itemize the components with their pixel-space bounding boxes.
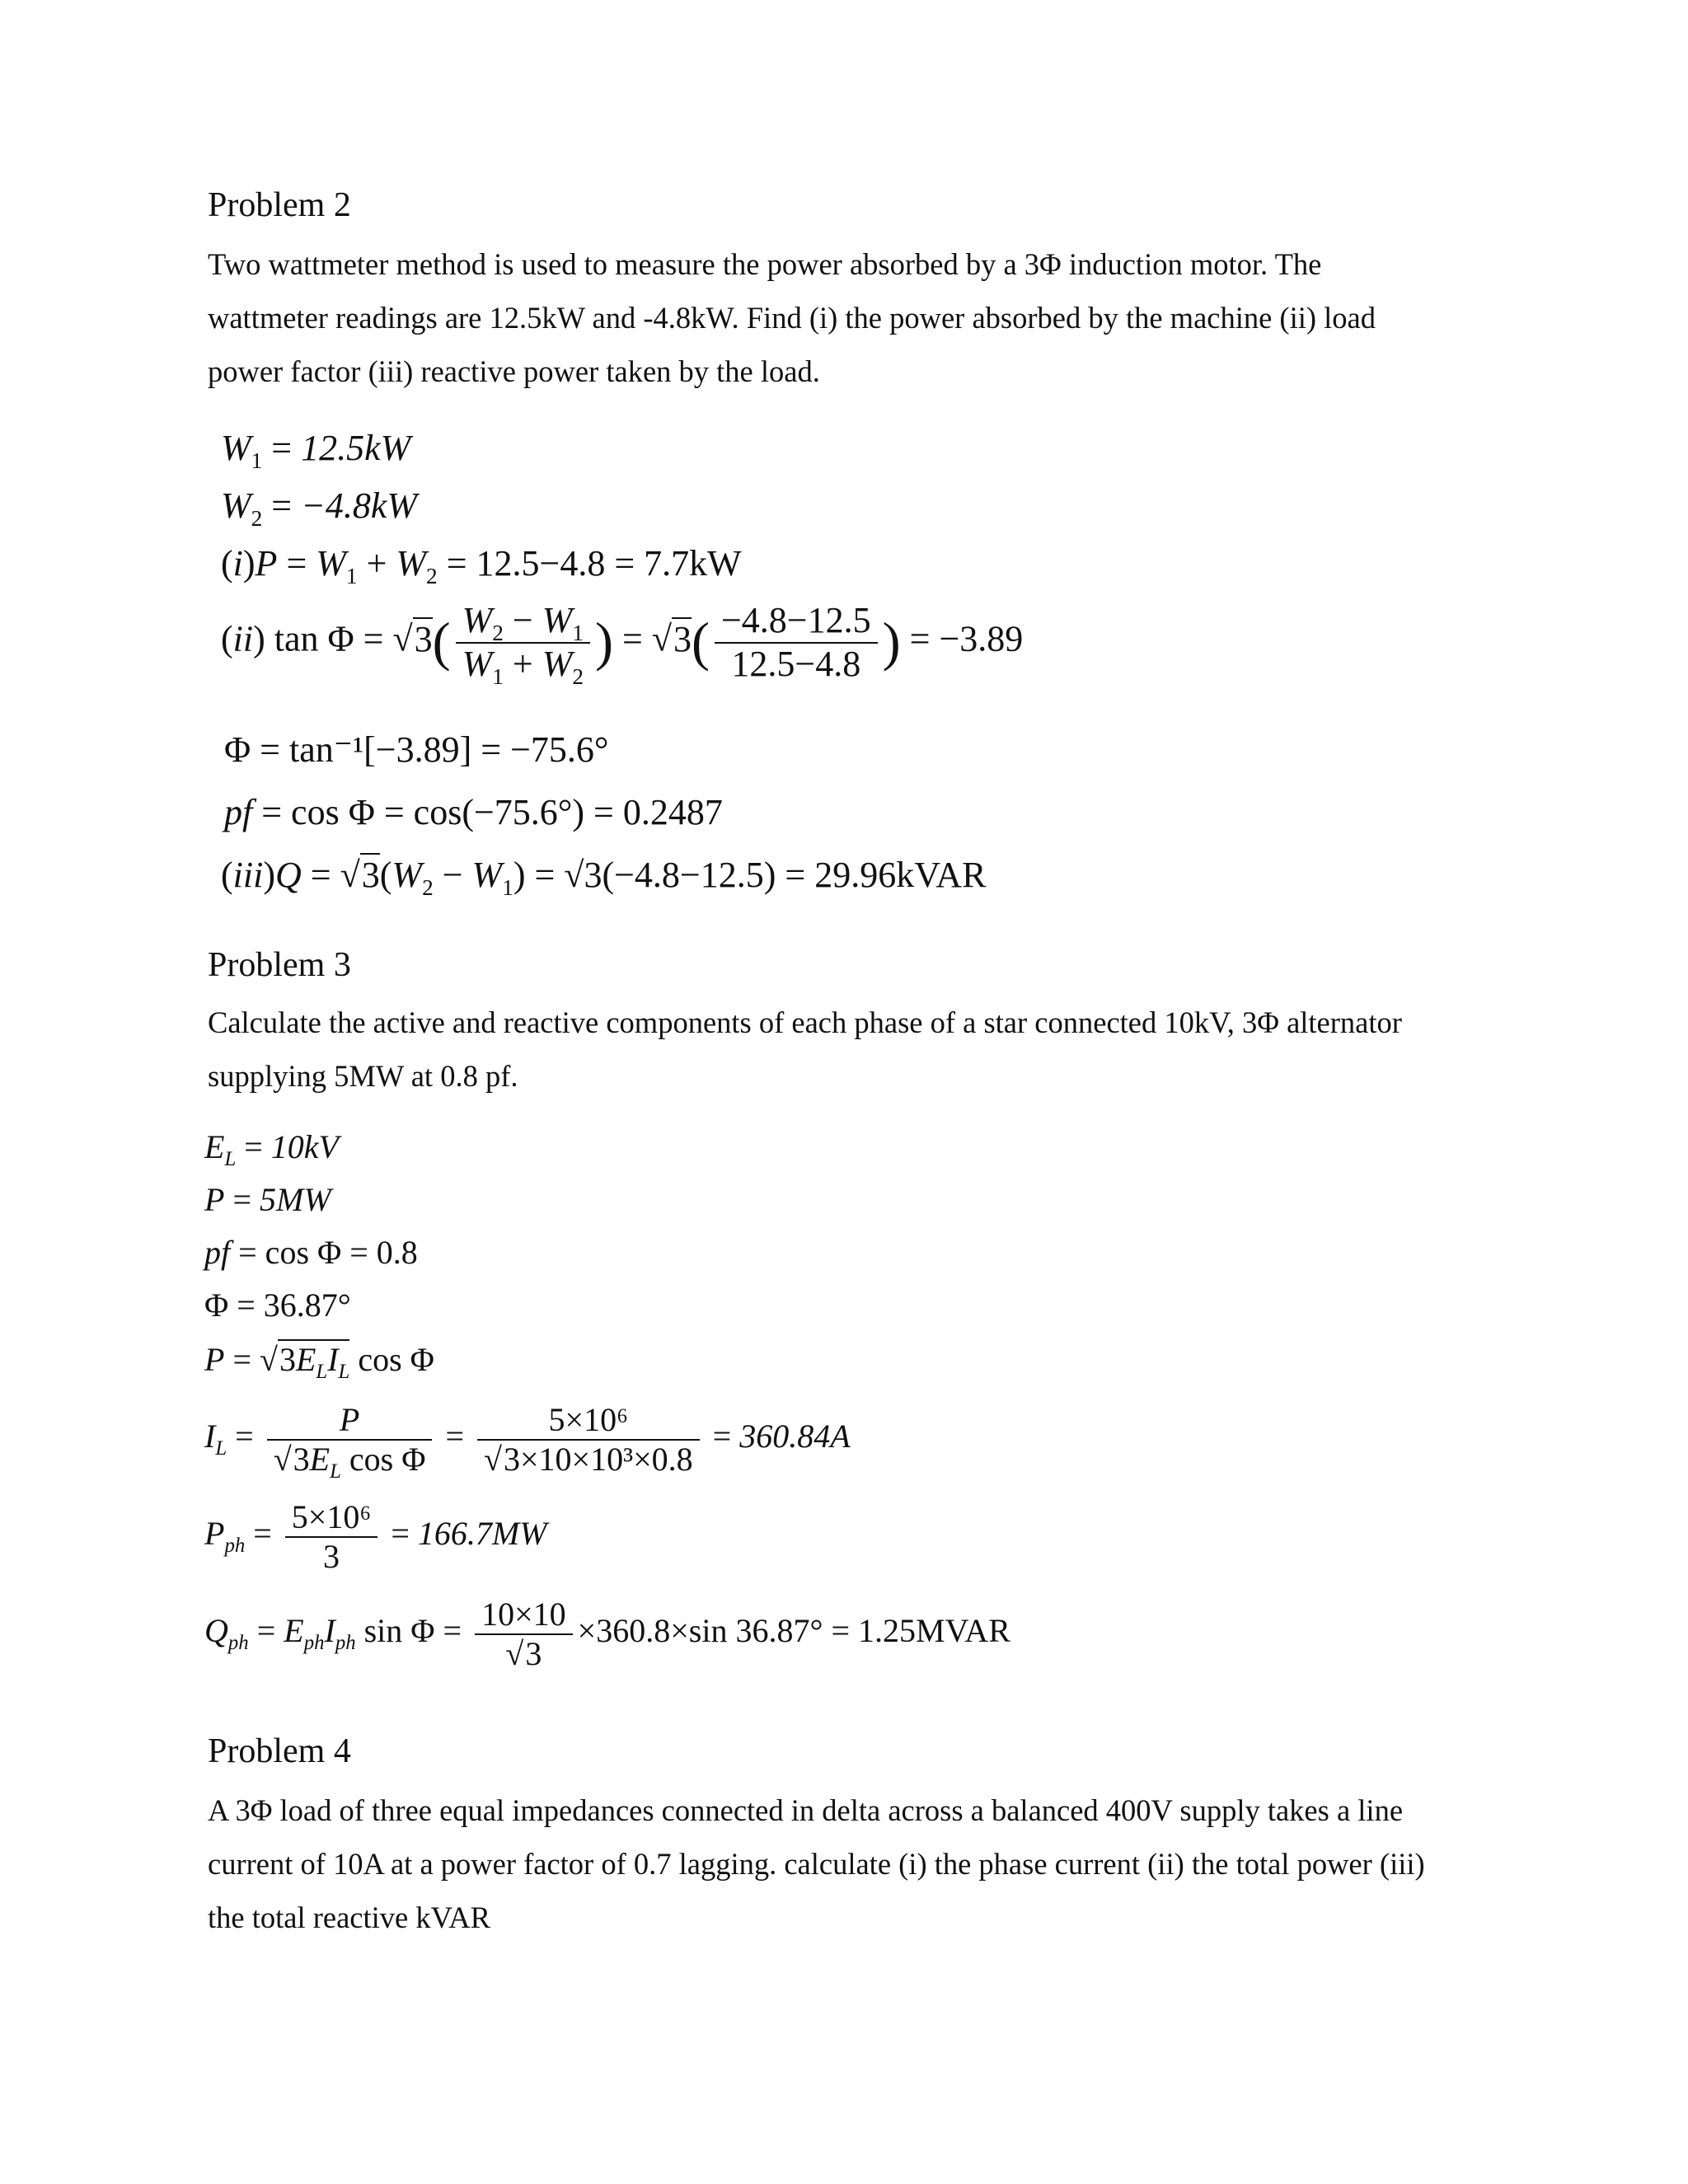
- w1-value: 12.5kW: [301, 428, 411, 468]
- statement-line: Calculate the active and reactive components of each phase of a star connected 10kV, 3Φ alternator: [208, 1005, 1402, 1039]
- eq-w2: $W_2 = -4.8kW$: [221, 485, 417, 531]
- eq-reactive-power: $(iii)Q = √3(W_2 - W_1) = √3(-4.8-12.5)$ = 29.96kVAR: [221, 855, 987, 900]
- problem-2-heading: Problem 2: [208, 186, 351, 224]
- il-result: 360.84A: [739, 1418, 851, 1455]
- tan-numerator: −4.8−12.5: [715, 600, 878, 644]
- pf-expression: = cos Φ = cos(−75.6°) = 0.2487: [261, 792, 723, 832]
- problem-3-heading: Problem 3: [208, 946, 351, 984]
- eq-power-formula: $P = √3E_LI_L$ cos Φ: [204, 1341, 434, 1383]
- pph-result: 166.7MW: [417, 1515, 547, 1553]
- pph-numerator: 5×10⁶: [285, 1498, 378, 1538]
- problem-4-heading: Problem 4: [208, 1732, 351, 1770]
- eq-active-power: P = 5MW: [204, 1181, 331, 1218]
- eq-phi: Φ = tan⁻¹[−3.89] = −75.6°: [224, 729, 609, 770]
- problem-3-statement: [208, 996, 1493, 1103]
- eq-power-factor: pf = cos Φ = cos(−75.6°) = 0.2487: [224, 792, 723, 832]
- il-numerator: 5×10⁶: [477, 1401, 700, 1441]
- p-result: 12.5−4.8 = 7.7kW: [476, 543, 742, 583]
- p-value: 5MW: [260, 1181, 331, 1218]
- pf-value: = cos Φ = 0.8: [238, 1234, 418, 1271]
- statement-line: A 3Φ load of three equal impedances connected in delta across a balanced 400V supply takes a line: [208, 1793, 1404, 1827]
- eq-pf: pf = cos Φ = 0.8: [204, 1234, 418, 1271]
- problem-4-statement: [208, 1783, 1493, 1944]
- eq-w1: $W_1 = 12.5kW$: [221, 428, 411, 473]
- eq-line-current: $I_L$ = $\frac{P}{√3E_L \cos \Phi}$ = $\frac{\text{5×10⁶}}{\text{√3×10×10³×0.8}}$ = 360.84A: [204, 1401, 851, 1483]
- w2-value: −4.8kW: [301, 485, 417, 526]
- statement-line: supplying 5MW at 0.8 pf.: [208, 1059, 518, 1093]
- qph-denominator: 3: [525, 1635, 542, 1672]
- statement-line: Two wattmeter method is used to measure the power absorbed by a 3Φ induction motor. The: [208, 247, 1322, 281]
- eq-phi-angle: Φ = 36.87°: [204, 1286, 351, 1324]
- statement-line: power factor (iii) reactive power taken by the load.: [208, 354, 820, 388]
- problem-2-statement: [208, 237, 1493, 398]
- tan-result: −3.89: [939, 618, 1024, 659]
- q-result: √3(−4.8−12.5) = 29.96kVAR: [564, 855, 987, 895]
- statement-line: wattmeter readings are 12.5kW and -4.8kW. Find (i) the power absorbed by the machine (ii) load: [208, 301, 1376, 335]
- eq-phase-power: $P_{ph}$ = $\frac{\text{5×10⁶}}{3}$ = 166.7MW: [204, 1498, 547, 1575]
- qph-numerator: 10×10: [475, 1596, 573, 1635]
- statement-line: the total reactive kVAR: [208, 1900, 490, 1934]
- eq-total-power: $(i)P = W_1 + W_2 = 12.5-4.8 = 7.7kW$: [221, 543, 742, 588]
- eq-phase-reactive: $Q_{ph} = E_{ph}I_{ph}$ sin Φ = $\frac{10\times 10}{√3}$ ×360.8×sin 36.87° = 1.25MVAR: [204, 1596, 1010, 1672]
- il-denominator: 3×10×10³×0.8: [503, 1441, 693, 1478]
- eq-line-voltage: $E_L = 10kV$: [204, 1128, 339, 1170]
- el-value: 10kV: [270, 1128, 339, 1165]
- statement-line: current of 10A at a power factor of 0.7 lagging. calculate (i) the phase current (ii) the total power (iii): [208, 1847, 1425, 1881]
- pph-denominator: 3: [323, 1538, 340, 1575]
- qph-tail: ×360.8×sin 36.87° = 1.25MVAR: [577, 1612, 1010, 1650]
- eq-tan-phi: (ii) tan Φ = √3( $\frac{W_2 - W_1}{W_1 + W_2}$ ) = √3( $\frac{-4.8-12.5}{12.5-4.8}$ ) = −3.89: [221, 600, 1024, 689]
- tan-denominator: 12.5−4.8: [731, 643, 861, 684]
